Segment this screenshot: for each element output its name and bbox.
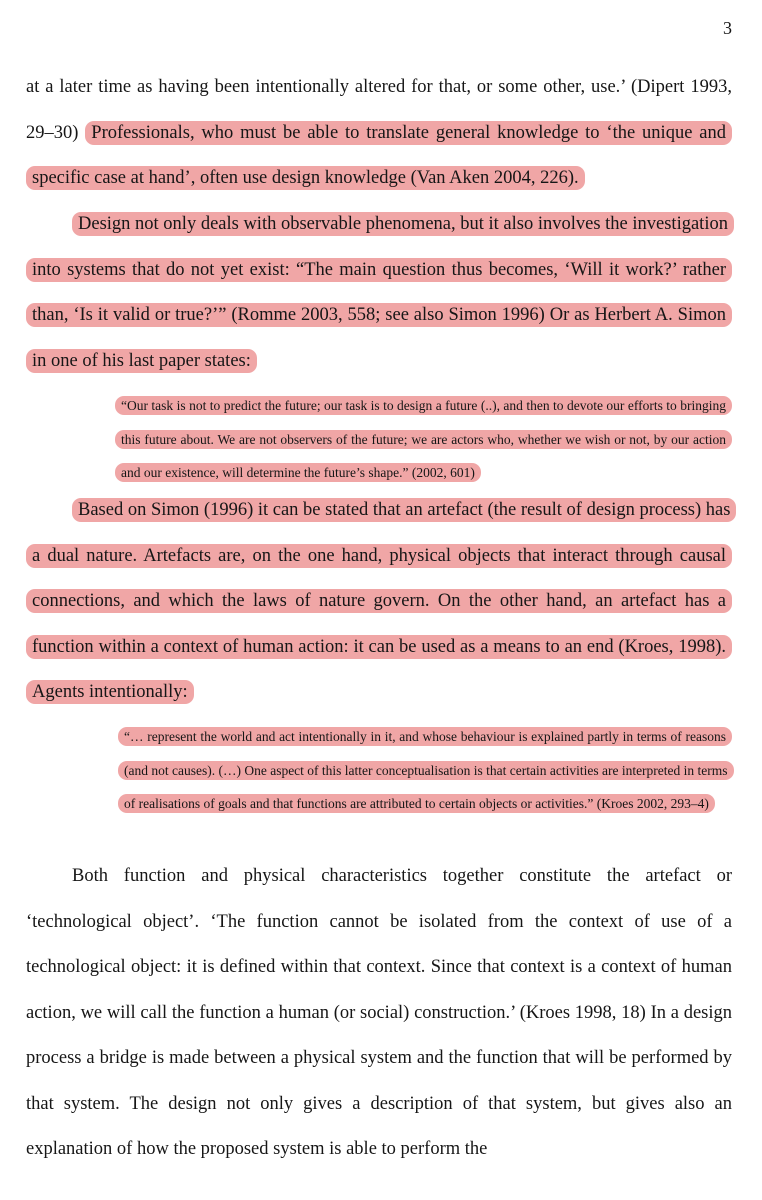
paragraph-design-phenomena [26,202,732,384]
paragraph-artefact-dual-nature [26,488,732,716]
highlighted-quote[interactable]: “Our task is not to predict the future; our task is to design a future (..), and then to devote our efforts to bringing this future about. We are not observers of the future; we are actors who, whether we wish or not, by our action and our existence, will determine the future’s shape.” (2002, 601) [115,396,732,482]
paragraph-dipert-van-aken [26,65,732,202]
paragraph-text: at a later time as having been intentionally altered for that, or some other, use.’ (Dipert 1993, 29–30) [26,77,732,143]
paragraph-text: Both function and physical characteristics together constitute the artefact or ‘technological object’. ‘The function cannot be isolated from the context of use of a technological object: it is defined within that context. Since that context is a context of human action, we will call the function a human (or social) construction.’ (Kroes 1998, 18) In a design process a bridge is made between a physical system and the function that will be performed by that system. The design not only gives a description of that system, but gives also an explanation of how the proposed system is able to perform the [26,866,732,1159]
block-quote-kroes [118,720,732,821]
paragraph-function-physical [26,854,732,1173]
block-quote-simon [115,389,732,490]
highlighted-text[interactable]: Professionals, who must be able to translate general knowledge to ‘the unique and specific case at hand’, often use design knowledge (Van Aken 2004, 226). [26,121,732,191]
page-number: 3 [723,18,732,38]
highlighted-quote[interactable]: “… represent the world and act intentionally in it, and whose behaviour is explained partly in terms of reasons (and not causes). (…) One aspect of this latter conceptualisation is that certain activities are interpreted in terms of realisations of goals and that functions are attributed to certain objects or activities.” (Kroes 2002, 293–4) [118,727,734,813]
highlighted-text[interactable]: Design not only deals with observable phenomena, but it also involves the investigation into systems that do not yet exist: “The main question thus becomes, ‘Will it work?’ rather than, ‘Is it valid or true?’” (Romme 2003, 558; see also Simon 1996) Or as Herbert A. Simon in one of his last paper states: [26,212,734,373]
highlighted-text[interactable]: Based on Simon (1996) it can be stated that an artefact (the result of design process) has a dual nature. Artefacts are, on the one hand, physical objects that interact through causal connections, and which the laws of nature govern. On the other hand, an artefact has a function within a context of human action: it can be used as a means to an end (Kroes, 1998). Agents intentionally: [26,498,736,704]
